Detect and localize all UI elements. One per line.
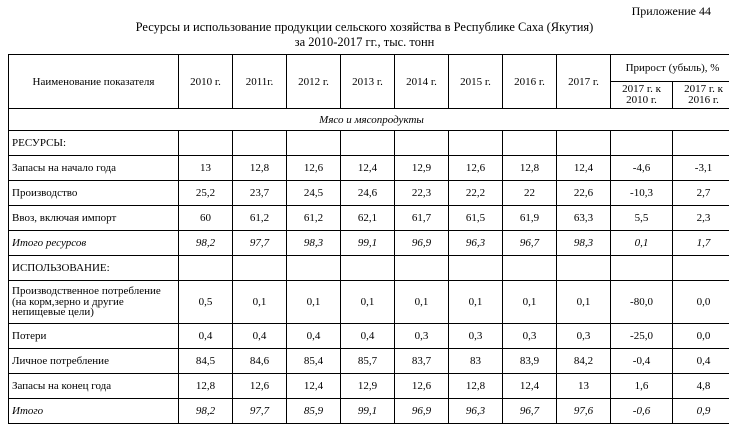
cell-empty	[395, 256, 449, 281]
table-row	[9, 156, 729, 181]
header-growth-2017-to-2016: 2017 г. к 2016 г.	[673, 82, 729, 109]
cell-empty	[287, 131, 341, 156]
row-label: Производство	[9, 181, 179, 206]
cell-value: 61,2	[287, 206, 341, 231]
cell-value: 0,5	[179, 281, 233, 324]
header-growth-group: Прирост (убыль), %	[611, 55, 729, 82]
cell-value: 12,8	[233, 156, 287, 181]
cell-value: 0,3	[557, 324, 611, 349]
cell-value: 61,9	[503, 206, 557, 231]
cell-value: 61,7	[395, 206, 449, 231]
table-row	[9, 181, 729, 206]
cell-empty	[395, 131, 449, 156]
cell-growth: 2,3	[673, 206, 729, 231]
cell-empty	[503, 256, 557, 281]
table-row-group-usage	[9, 256, 729, 281]
cell-value: 0,4	[233, 324, 287, 349]
cell-value: 96,9	[395, 231, 449, 256]
row-label: Ввоз, включая импорт	[9, 206, 179, 231]
cell-empty	[449, 256, 503, 281]
row-label: Запасы на начало года	[9, 156, 179, 181]
cell-value: 98,2	[179, 231, 233, 256]
cell-empty	[503, 131, 557, 156]
header-year-2016: 2016 г.	[503, 55, 557, 109]
page-title: Ресурсы и использование продукции сельского хозяйства в Республике Саха (Якутия)	[135, 20, 594, 34]
cell-value: 24,5	[287, 181, 341, 206]
table-row-total	[9, 231, 729, 256]
row-label: Итого ресурсов	[9, 231, 179, 256]
table-row	[9, 374, 729, 399]
cell-value: 97,7	[233, 231, 287, 256]
cell-value: 96,9	[395, 399, 449, 424]
cell-empty	[179, 256, 233, 281]
cell-value: 97,7	[233, 399, 287, 424]
appendix-label: Приложение 44	[631, 4, 711, 18]
cell-value: 99,1	[341, 399, 395, 424]
header-year-2013: 2013 г.	[341, 55, 395, 109]
row-label: Итого	[9, 399, 179, 424]
cell-empty	[233, 256, 287, 281]
header-year-2015: 2015 г.	[449, 55, 503, 109]
group-label-usage: ИСПОЛЬЗОВАНИЕ:	[9, 256, 179, 281]
cell-value: 0,3	[503, 324, 557, 349]
cell-value: 12,8	[179, 374, 233, 399]
cell-value: 22,2	[449, 181, 503, 206]
cell-value: 85,4	[287, 349, 341, 374]
cell-value: 85,7	[341, 349, 395, 374]
cell-empty	[557, 256, 611, 281]
table-row-section	[9, 109, 729, 131]
cell-empty	[611, 256, 673, 281]
cell-growth: -10,3	[611, 181, 673, 206]
cell-value: 0,3	[449, 324, 503, 349]
cell-growth: -25,0	[611, 324, 673, 349]
cell-growth: 0,9	[673, 399, 729, 424]
header-year-2014: 2014 г.	[395, 55, 449, 109]
table-header	[9, 55, 729, 109]
cell-value: 0,1	[233, 281, 287, 324]
cell-value: 12,6	[449, 156, 503, 181]
cell-value: 61,2	[233, 206, 287, 231]
row-label: Запасы на конец года	[9, 374, 179, 399]
cell-value: 84,2	[557, 349, 611, 374]
cell-value: 96,3	[449, 231, 503, 256]
header-year-2010: 2010 г.	[179, 55, 233, 109]
cell-empty	[673, 256, 729, 281]
cell-growth: 1,6	[611, 374, 673, 399]
table-row-group-resources	[9, 131, 729, 156]
cell-value: 22,3	[395, 181, 449, 206]
cell-growth: -4,6	[611, 156, 673, 181]
cell-value: 0,4	[179, 324, 233, 349]
header-year-2017: 2017 г.	[557, 55, 611, 109]
cell-value: 0,1	[503, 281, 557, 324]
cell-empty	[557, 131, 611, 156]
cell-empty	[233, 131, 287, 156]
cell-growth: -3,1	[673, 156, 729, 181]
cell-value: 98,3	[287, 231, 341, 256]
cell-value: 0,1	[341, 281, 395, 324]
table-row	[9, 349, 729, 374]
table-row	[9, 281, 729, 324]
header-year-2012: 2012 г.	[287, 55, 341, 109]
cell-empty	[611, 131, 673, 156]
cell-value: 99,1	[341, 231, 395, 256]
table-body	[9, 109, 729, 424]
cell-value: 12,9	[395, 156, 449, 181]
cell-value: 96,7	[503, 231, 557, 256]
table-row	[9, 324, 729, 349]
cell-value: 12,9	[341, 374, 395, 399]
cell-value: 85,9	[287, 399, 341, 424]
cell-value: 0,1	[395, 281, 449, 324]
cell-empty	[341, 256, 395, 281]
cell-value: 98,3	[557, 231, 611, 256]
cell-empty	[449, 131, 503, 156]
cell-value: 63,3	[557, 206, 611, 231]
cell-value: 12,4	[503, 374, 557, 399]
page-subtitle: за 2010-2017 гг., тыс. тонн	[294, 35, 435, 49]
cell-value: 23,7	[233, 181, 287, 206]
cell-empty	[673, 131, 729, 156]
row-label: Потери	[9, 324, 179, 349]
cell-empty	[179, 131, 233, 156]
cell-value: 61,5	[449, 206, 503, 231]
cell-value: 22,6	[557, 181, 611, 206]
cell-value: 0,4	[341, 324, 395, 349]
cell-value: 12,8	[449, 374, 503, 399]
cell-growth: 0,0	[673, 281, 729, 324]
cell-growth: 0,1	[611, 231, 673, 256]
cell-value: 24,6	[341, 181, 395, 206]
cell-empty	[287, 256, 341, 281]
cell-value: 22	[503, 181, 557, 206]
cell-value: 97,6	[557, 399, 611, 424]
cell-growth: 1,7	[673, 231, 729, 256]
cell-value: 83	[449, 349, 503, 374]
cell-growth: 5,5	[611, 206, 673, 231]
cell-value: 60	[179, 206, 233, 231]
cell-value: 83,9	[503, 349, 557, 374]
section-title: Мясо и мясопродукты	[9, 109, 729, 131]
row-label: Производственное потребление (на корм,зерно и другие непищевые цели)	[9, 281, 179, 324]
cell-value: 12,4	[287, 374, 341, 399]
row-label: Личное потребление	[9, 349, 179, 374]
cell-value: 62,1	[341, 206, 395, 231]
cell-growth: -80,0	[611, 281, 673, 324]
cell-growth: 2,7	[673, 181, 729, 206]
cell-value: 25,2	[179, 181, 233, 206]
cell-value: 83,7	[395, 349, 449, 374]
cell-value: 84,6	[233, 349, 287, 374]
cell-value: 12,6	[287, 156, 341, 181]
cell-value: 13	[557, 374, 611, 399]
cell-value: 12,4	[557, 156, 611, 181]
cell-value: 96,7	[503, 399, 557, 424]
header-growth-2017-to-2010: 2017 г. к 2010 г.	[611, 82, 673, 109]
cell-value: 84,5	[179, 349, 233, 374]
cell-value: 12,6	[395, 374, 449, 399]
cell-growth: 0,0	[673, 324, 729, 349]
cell-value: 12,4	[341, 156, 395, 181]
table-row-total	[9, 399, 729, 424]
cell-growth: 4,8	[673, 374, 729, 399]
header-indicator-name: Наименование показателя	[9, 55, 179, 109]
cell-value: 96,3	[449, 399, 503, 424]
group-label-resources: РЕСУРСЫ:	[9, 131, 179, 156]
table-row	[9, 206, 729, 231]
cell-growth: -0,6	[611, 399, 673, 424]
cell-value: 98,2	[179, 399, 233, 424]
header-year-2011: 2011г.	[233, 55, 287, 109]
cell-value: 13	[179, 156, 233, 181]
cell-value: 12,8	[503, 156, 557, 181]
cell-empty	[341, 131, 395, 156]
cell-growth: 0,4	[673, 349, 729, 374]
cell-growth: -0,4	[611, 349, 673, 374]
cell-value: 0,1	[449, 281, 503, 324]
cell-value: 0,1	[557, 281, 611, 324]
data-table	[8, 54, 729, 424]
cell-value: 0,4	[287, 324, 341, 349]
cell-value: 0,3	[395, 324, 449, 349]
cell-value: 12,6	[233, 374, 287, 399]
cell-value: 0,1	[287, 281, 341, 324]
